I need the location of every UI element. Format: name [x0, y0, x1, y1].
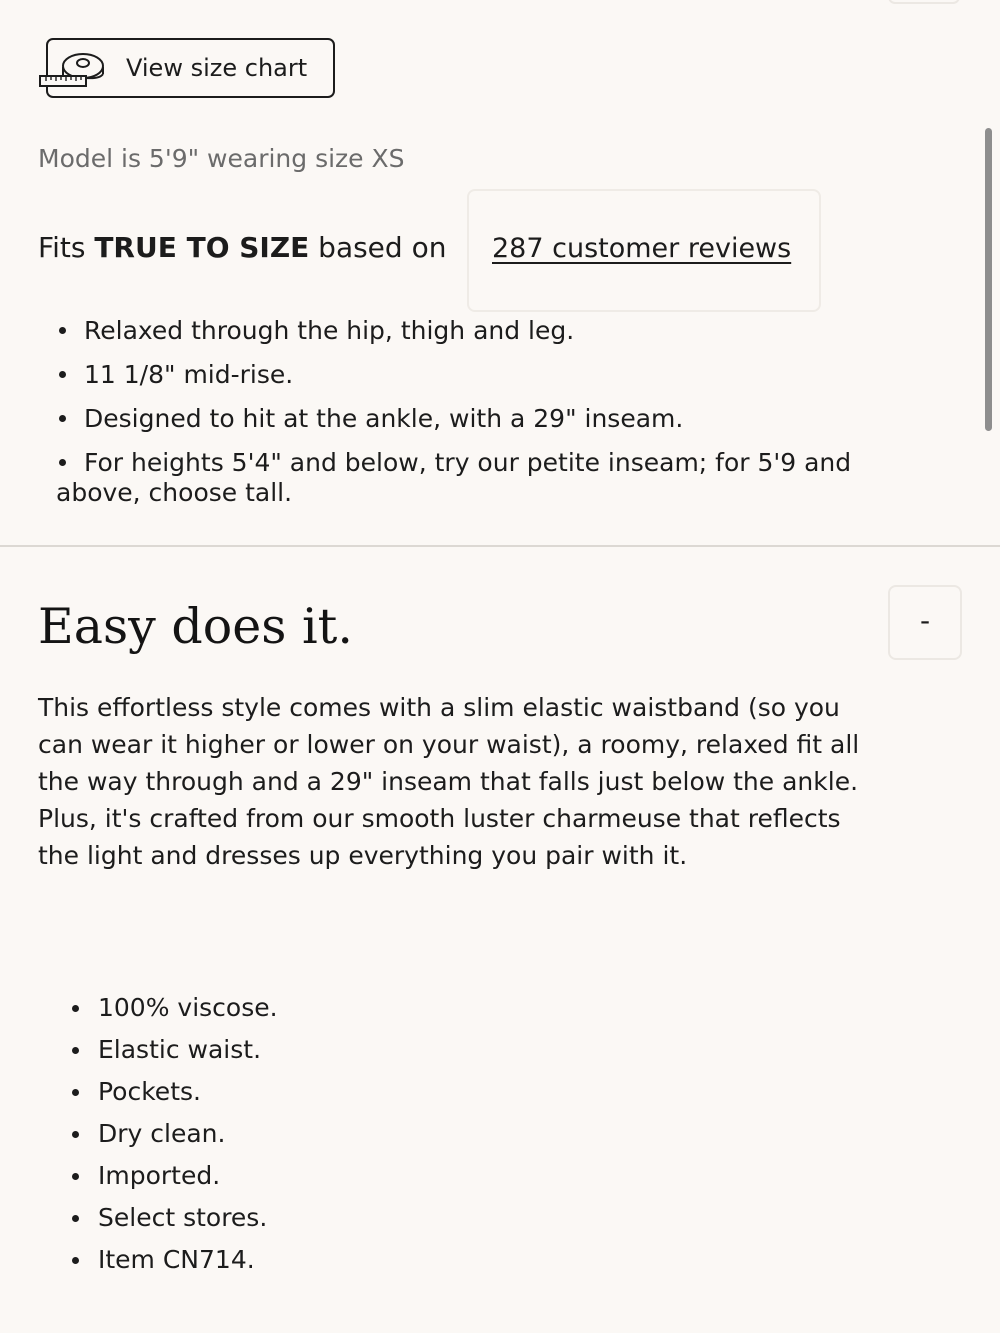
- list-item: [98, 1160, 220, 1192]
- view-size-chart-button[interactable]: [46, 38, 335, 98]
- list-item: [98, 1202, 267, 1234]
- bullet: [72, 1089, 79, 1096]
- bullet: [72, 1131, 79, 1138]
- customer-reviews-link[interactable]: 287 customer reviews: [492, 233, 792, 264]
- spec-text: Select stores.: [98, 1203, 268, 1232]
- bullet: [72, 1005, 79, 1012]
- list-item: [84, 403, 683, 434]
- list-item: [98, 1244, 255, 1276]
- list-item: [84, 359, 293, 390]
- bullet: [59, 371, 66, 378]
- bullet: [59, 327, 66, 334]
- spec-text: Imported.: [98, 1161, 221, 1190]
- spec-text: Item CN714.: [98, 1245, 255, 1274]
- spec-text: Elastic waist.: [98, 1035, 262, 1064]
- description-line: This effortless style comes with a slim elastic waistband (so you: [38, 693, 840, 722]
- bullet: [72, 1215, 79, 1222]
- list-item-continuation: [56, 477, 292, 508]
- spec-text: Pockets.: [98, 1077, 201, 1106]
- list-item: [98, 1034, 261, 1066]
- bullet: [59, 415, 66, 422]
- list-item: [98, 992, 278, 1024]
- bullet: [59, 459, 66, 466]
- fit-prefix: Fits: [38, 231, 95, 264]
- fit-suffix: based on: [309, 231, 447, 264]
- description-line: the way through and a 29" inseam that falls just below the ankle.: [38, 767, 859, 796]
- bullet: [72, 1047, 79, 1054]
- list-item: [98, 1118, 225, 1150]
- bullet: [72, 1257, 79, 1264]
- previous-section-toggle[interactable]: [888, 0, 960, 4]
- fit-detail-text: For heights 5'4" and below, try our petite inseam; for 5'9 and: [84, 448, 852, 477]
- list-item: [84, 447, 851, 478]
- description-line: Plus, it's crafted from our smooth luster charmeuse that reflects: [38, 804, 841, 833]
- bullet: [72, 1173, 79, 1180]
- fit-summary: [38, 228, 446, 268]
- description-line: the light and dresses up everything you pair with it.: [38, 841, 688, 870]
- section-divider: [0, 545, 1000, 547]
- spec-text: 100% viscose.: [98, 993, 278, 1022]
- view-size-chart-label: View size chart: [126, 54, 308, 82]
- section-title: Easy does it.: [38, 598, 353, 655]
- fit-detail-text: 11 1/8" mid-rise.: [84, 360, 294, 389]
- fit-rating: TRUE TO SIZE: [94, 231, 310, 264]
- spec-text: Dry clean.: [98, 1119, 226, 1148]
- measuring-tape-icon: [38, 49, 108, 89]
- description-line: can wear it higher or lower on your waist), a roomy, relaxed fit all: [38, 730, 860, 759]
- list-item: [98, 1076, 201, 1108]
- list-item: [84, 315, 574, 346]
- fit-detail-text: above, choose tall.: [56, 478, 293, 507]
- fit-detail-text: Relaxed through the hip, thigh and leg.: [84, 316, 575, 345]
- model-size-note: Model is 5'9" wearing size XS: [38, 144, 405, 173]
- product-description: [38, 689, 938, 874]
- fit-detail-text: Designed to hit at the ankle, with a 29" inseam.: [84, 404, 684, 433]
- scrollbar[interactable]: [985, 128, 992, 431]
- collapse-section-button[interactable]: -: [888, 585, 962, 660]
